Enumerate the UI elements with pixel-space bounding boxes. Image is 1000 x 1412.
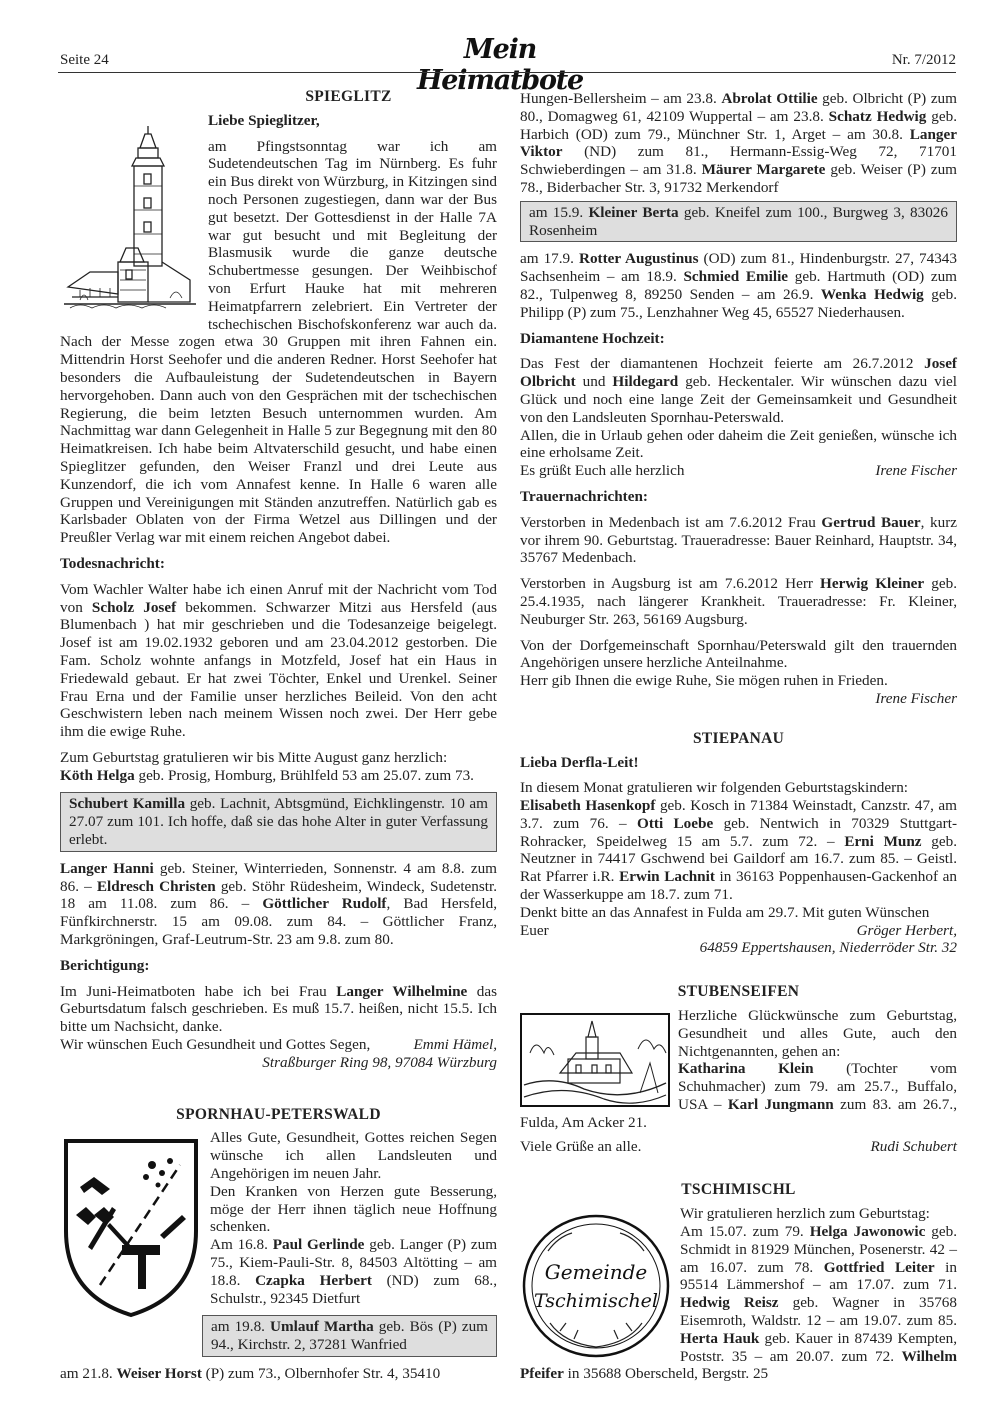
section-heading: STIEPANAU xyxy=(692,729,785,747)
issue-number: Nr. 7/2012 xyxy=(891,52,956,68)
greeting: Lieba Derfla-Leit! xyxy=(520,753,639,771)
closing-line: Wir wünschen Euch Gesundheit und Gottes Segen, Emmi Hämel, xyxy=(60,1036,497,1054)
birthday-entry: am 21.8. Weiser Horst (P) zum 73., Olbernhofer Str. 4, 35410 xyxy=(60,1365,441,1382)
section-heading: STUBENSEIFEN xyxy=(677,983,800,1001)
section-heading: SPORNHAU-PETERSWALD xyxy=(176,1105,381,1123)
signature-name: Irene Fischer xyxy=(875,462,957,480)
highlight-box: am 19.8. Umlauf Martha geb. Bös (P) zum 94., Kirchstr. 2, 37281 Wanfried xyxy=(202,1315,497,1357)
birthday-list: Langer Hanni geb. Steiner, Winterrieden, Sonnenstr. 4 am 8.8. zum 86. – Eldresch Christen geb. Stöhr Rüdesheim, Windeck, Sudetenstr. 18 am 11.08. zum 86. – Göttlicher Rudolf, Bad Hersfeld, Fünfkirchnerstr. 15 am 09.08. zum 84. – Göttlicher Franz, Markgröningen, Graf-Leutrum-Str. 23 am 9.8. zum 80. xyxy=(60,859,498,949)
death-notice: Vom Wachler Walter habe ich einen Anruf mit der Nachricht vom Tod von Scholz Josef bekommen. Schwarzer Mitzi aus Hersfeld (aus Blumenbach ) hat mir geschrieben und die Todesanzeige beigelegt. Josef ist am 19.02.1932 geboren und am 23.04.2012 gestorben. Die Fam. Scholz wohnte anfangs in Motzfeld, Josef hat ein Haus in Friedewald gebaut. Er hat zwei Töchter, Enkel und Urenkel. Seiner Frau Erna und der Familie unser herzliches Beileid. Von den acht Geschwistern leben nach meinem Wissen noch zwei. Der Herr gebe ihm die ewige Ruhe. xyxy=(60,580,498,741)
section-stiepanau xyxy=(520,730,957,958)
section-spornhau-continued xyxy=(520,90,957,708)
header-rule xyxy=(58,72,956,73)
signature-name: Emmi Hämel, xyxy=(413,1036,497,1054)
signature-line: Es grüßt Euch alle herzlich Irene Fischer xyxy=(520,462,957,480)
seal-icon xyxy=(520,1211,672,1361)
shield-icon xyxy=(60,1135,202,1320)
subheading-correction: Berichtigung: xyxy=(60,956,150,974)
birthday-list: Katharina Klein (Tochter vom Schuhmacher) zum 79. am 25.7., Buffalo, USA – Karl Jungmann zum 83. am 26.7., Fulda, Am Acker 21. xyxy=(520,1060,957,1131)
signature-line: Viele Grüße an alle. Rudi Schubert xyxy=(520,1137,957,1155)
wish-paragraph: Den Kranken von Herzen gute Besserung, möge der Herr ihnen täglich neue Hoffnung schenken. xyxy=(210,1182,497,1236)
masthead-title: Mein Heimatbote xyxy=(416,34,584,96)
diamond-wedding-text: Das Fest der diamantenen Hochzeit feierte am 26.7.2012 Josef Olbricht und Hildegard geb. Heckentaler. Wir wünschen dazu viel Glück und noch eine lange Zeit der Gemeinsamkeit und Gesundheit von den Landsleuten Spornhau-Peterswald. xyxy=(520,355,957,426)
report-paragraph: am Pfingstsonntag war ich am Sudetendeutschen Tag im Nürnberg. Es fuhr ein Bus direkt von Würzburg, in Kitzingen sind noch Personen zugestiegen, dann war der Bus gut besetzt. Der Gottesdienst in der Halle 7A war gut besucht und mit Begleitung der Blasmusik wurde die ganze deutsche Schubertmesse gesungen. Der Weihbischof von Erfurt Hauke hat mit mehreren Heimatpfarrern zelebriert. Ein Vertreter der tschechischen Bischofskonferenz war auch da. Nach der Messe zogen etwa 30 Gruppen mit ihren Fahnen ein. Mittendrin Horst Seehofer und die anderen Redner. Horst Seehofer hat besonders die Aufbauleistung der Sudetendeutschen in Bayern hervorgehoben. Dann auch von den Gesprächen mit der tschechischen Regierung, die beim letzten Besuch unternommen wurden. Am Nachmittag war dann Gelegenheit in Halle 5 zur Begegnung mit den 80 Heimatkreisen. Ich habe beim Altvaterschild gesucht, und habe einen Spieglitzer gefunden, den Weiser Franzl und drei Leute aus Kunzendorf, die ich vom Annafest kenne. In Halle 6 waren alle Gruppen und Vereinigungen mit Ständen anzutreffen. Natürlich gab es Karlsbader Oblaten von der Firma Wetzel aus Dillingen und der Preußler Verlag war mit einem reichen Angebot dabei. xyxy=(60,137,497,547)
birthday-intro: Wir gratulieren herzlich zum Geburtstag: xyxy=(680,1205,930,1223)
birthday-list: Hungen-Bellersheim – am 23.8. Abrolat Ottilie geb. Olbricht (P) zum 80., Domagweg 61, 42109 Wuppertal – am 23.8. Schatz Hedwig geb. Harbich (OD) zum 79., Münchner Str. 1, Arget – am 30.8. Langer Viktor (ND) zum 81., Hermann-Essig-Weg 72, 71701 Schwieberdingen – am 31.8. Mäurer Margarete geb. Weiser (P) zum 78., Biderbacher Str. 3, 91732 Merkendorf xyxy=(520,90,957,196)
mourning-notice: Verstorben in Augsburg ist am 7.6.2012 Herr Herwig Kleiner geb. 25.4.1935, nach längerer Krankheit. Traueradresse: Fr. Kleiner, Neuburger Str. 263, 56169 Augsburg. xyxy=(520,575,957,628)
seal-text-2: Tschimischel xyxy=(533,1290,659,1313)
section-spornhau xyxy=(60,1106,497,1383)
highlight-box: am 15.9. Kleiner Berta geb. Kneifel zum 100., Burgweg 3, 83026 Rosenheim xyxy=(520,201,957,243)
section-heading: TSCHIMISCHL xyxy=(681,1181,796,1199)
tower-illustration xyxy=(60,112,200,317)
wish-paragraph: Alles Gute, Gesundheit, Gottes reichen Segen wünsche ich allen Landsleuten und Angehörigen im neuen Jahr. xyxy=(210,1129,497,1183)
birthday-list: Am 16.8. Paul Gerlinde geb. Langer (P) zum 75., Kiem-Pauli-Str. 8, 84503 Altötting – am 18.8. Czapka Herbert (ND) zum 68., Schulstr., 92345 Dietfurt xyxy=(210,1236,498,1307)
deceased-name: Scholz Josef xyxy=(91,598,177,616)
birthday-list: Elisabeth Hasenkopf geb. Kosch in 71384 Weinstadt, Canzstr. 47, am 3.7. zum 76. – Otti Loebe geb. Nentwich in 70329 Stuttgart-Rohracker, Speidelweg 15 am 5.7. zum 72. – Erni Munz geb. Neutzner in 74417 Gschwend bei Gaildorf am 16.7. zum 85. – Geistl. Rat Pfarrer i.R. Erwin Lachnit in 36163 Poppenhausen-Gackenhof an der Wasserkuppe am 18.7. zum 71. xyxy=(520,797,957,904)
highlight-box: Schubert Kamilla geb. Lachnit, Abtsgmünd, Eichklingenstr. 10 am 27.07 zum 101. Ich hoffe, daß sie das hohe Alter in guter Verfassung erlebt. xyxy=(60,792,497,851)
subheading-mourning: Trauernachrichten: xyxy=(520,487,648,505)
seal-text-1: Gemeinde xyxy=(544,1260,648,1285)
signature-address: 64859 Eppertshausen, Niederröder Str. 32 xyxy=(699,939,957,957)
birthday-intro: Zum Geburtstag gratulieren wir bis Mitte August ganz herzlich: xyxy=(60,748,448,766)
page-number: Seite 24 xyxy=(60,52,109,68)
subheading-diamond: Diamantene Hochzeit: xyxy=(520,329,665,347)
section-tschimischl xyxy=(520,1181,957,1383)
signature-line: Euer Gröger Herbert, xyxy=(520,921,957,939)
signature-name: Irene Fischer xyxy=(875,689,957,707)
church-illustration xyxy=(520,1013,670,1107)
section-stubenseifen xyxy=(520,983,957,1155)
tower-icon xyxy=(60,112,200,317)
church-icon xyxy=(520,1013,670,1107)
section-spieglitz xyxy=(60,88,497,1072)
left-column xyxy=(60,88,497,1383)
closing-text: Denkt bitte an das Annafest in Fulda am 29.7. Mit guten Wünschen xyxy=(520,903,930,921)
birthday-intro: In diesem Monat gratulieren wir folgenden Geburtstagskindern: xyxy=(520,779,909,797)
mourning-notice: Verstorben in Medenbach ist am 7.6.2012 Frau Gertrud Bauer, kurz vor ihrem 90. Geburtstag. Traueradresse: Bauer Reinhard, Hauptstr. 34, 35767 Medenbach. xyxy=(520,513,957,567)
wish-paragraph: Herzliche Glückwünsche zum Geburtstag, Gesundheit und alles Gute, auch den Nichtgenannten, gehen an: xyxy=(678,1007,957,1060)
municipal-seal xyxy=(520,1211,672,1361)
signature-address: Straßburger Ring 98, 97084 Würzburg xyxy=(262,1053,497,1071)
right-column xyxy=(520,90,957,1383)
birthday-list: am 17.9. Rotter Augustinus (OD) zum 81., Hindenburgstr. 27, 74343 Sachsenheim – am 18.9. Schmied Emilie geb. Hartmuth (OD) zum 82., Tulpenweg 8, 89250 Senden – am 26.9. Wenka Hedwig geb. Philipp (P) zum 75., Lenzhahner Weg 45, 65527 Niederhausen. xyxy=(520,250,958,321)
greeting: Liebe Spieglitzer, xyxy=(208,111,320,129)
signature-name: Gröger Herbert, xyxy=(856,921,957,939)
holiday-wish: Allen, die in Urlaub gehen oder daheim die Zeit genießen, wünsche ich eine erholsame Zeit. xyxy=(520,426,957,462)
subheading-death: Todesnachricht: xyxy=(60,554,165,572)
section-heading: SPIEGLITZ xyxy=(305,88,392,105)
coat-of-arms xyxy=(60,1135,202,1320)
birthday-list: Am 15.07. zum 79. Helga Jawonowic geb. Schmidt in 81929 München, Posenerstr. 42 – am 16.07. zum 78. Gottfried Leiter in 95514 Lämmershof – am 17.07. zum 71. Hedwig Reisz geb. Wagner in 35768 Eisemroth, Waldstr. 12 – am 19.07. zum 85. Herta Hauk geb. Kauer in 87439 Kempten, Poststr. 35 – am 20.07. zum 72. Wilhelm Pfeifer in 35688 Oberscheld, Bergstr. 25 xyxy=(520,1223,958,1383)
prayer-text: Herr gib Ihnen die ewige Ruhe, Sie mögen ruhen in Frieden. xyxy=(520,672,888,690)
signature-name: Rudi Schubert xyxy=(870,1137,957,1155)
correction-text: Im Juni-Heimatboten habe ich bei Frau Langer Wilhelmine das Geburtsdatum falsch geschrieben. Es muß 15.7. heißen, nicht 15.5. Ich bitte um Nachsicht, danke. xyxy=(60,982,498,1036)
birthday-entry: Köth Helga geb. Prosig, Homburg, Brühlfeld 53 am 25.07. zum 73. xyxy=(60,766,474,784)
condolence-text: Von der Dorfgemeinschaft Spornhau/Peterswald gilt den trauernden Angehörigen unsere herzliche Anteilnahme. xyxy=(520,636,957,672)
